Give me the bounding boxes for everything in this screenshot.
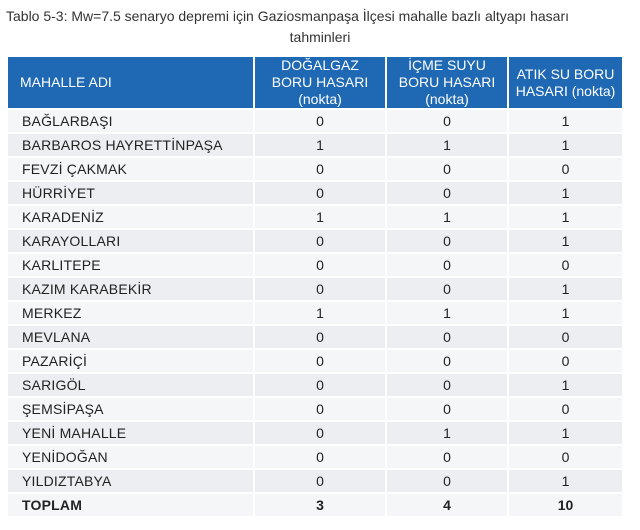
caption-line-1: Tablo 5-3: Mw=7.5 senaryo depremi için Gaziosmanpaşa İlçesi mahalle bazlı altyapı hasarı [6, 8, 570, 24]
cell-sewage-total: 10 [508, 493, 622, 516]
cell-gas: 0 [254, 181, 386, 205]
cell-sewage: 1 [508, 205, 622, 229]
caption-line-2: tahminleri [289, 29, 351, 45]
cell-water: 0 [386, 373, 508, 397]
cell-water: 0 [386, 253, 508, 277]
cell-water: 1 [386, 133, 508, 157]
cell-water-total: 4 [386, 493, 508, 516]
header-sewage-pipe-damage: ATIK SU BORU HASARI (nokta) [508, 57, 622, 109]
cell-sewage: 0 [508, 445, 622, 469]
cell-gas: 0 [254, 109, 386, 133]
cell-water: 1 [386, 205, 508, 229]
cell-gas: 0 [254, 253, 386, 277]
cell-sewage: 1 [508, 421, 622, 445]
cell-neighborhood: BARBAROS HAYRETTİNPAŞA [8, 133, 254, 157]
cell-gas: 0 [254, 469, 386, 493]
table-row [8, 445, 622, 469]
cell-neighborhood: MERKEZ [8, 301, 254, 325]
cell-gas: 1 [254, 205, 386, 229]
cell-water: 0 [386, 325, 508, 349]
table-row [8, 301, 622, 325]
cell-gas: 0 [254, 277, 386, 301]
table-row [8, 325, 622, 349]
cell-gas: 0 [254, 421, 386, 445]
table-row [8, 349, 622, 373]
cell-water: 0 [386, 229, 508, 253]
table-row [8, 229, 622, 253]
cell-gas: 0 [254, 229, 386, 253]
cell-neighborhood: PAZARİÇİ [8, 349, 254, 373]
cell-sewage: 1 [508, 277, 622, 301]
cell-neighborhood: MEVLANA [8, 325, 254, 349]
cell-gas: 1 [254, 133, 386, 157]
total-label: TOPLAM [8, 493, 254, 516]
cell-sewage: 0 [508, 253, 622, 277]
cell-water: 0 [386, 277, 508, 301]
cell-sewage: 1 [508, 133, 622, 157]
cell-neighborhood: FEVZİ ÇAKMAK [8, 157, 254, 181]
table-row [8, 109, 622, 133]
table-row [8, 397, 622, 421]
cell-gas-total: 3 [254, 493, 386, 516]
cell-sewage: 0 [508, 325, 622, 349]
cell-sewage: 0 [508, 157, 622, 181]
cell-gas: 0 [254, 157, 386, 181]
table-row [8, 469, 622, 493]
cell-neighborhood: KARAYOLLARI [8, 229, 254, 253]
cell-water: 1 [386, 421, 508, 445]
cell-water: 0 [386, 349, 508, 373]
cell-water: 0 [386, 181, 508, 205]
cell-gas: 0 [254, 325, 386, 349]
cell-neighborhood: KARLITEPE [8, 253, 254, 277]
cell-sewage: 1 [508, 229, 622, 253]
cell-neighborhood: YENİ MAHALLE [8, 421, 254, 445]
table-row [8, 277, 622, 301]
table-row [8, 205, 622, 229]
cell-gas: 0 [254, 445, 386, 469]
cell-sewage: 1 [508, 109, 622, 133]
header-water-pipe-damage: İÇME SUYU BORU HASARI (nokta) [386, 57, 508, 109]
cell-sewage: 1 [508, 373, 622, 397]
cell-sewage: 1 [508, 301, 622, 325]
table-row [8, 253, 622, 277]
table-row [8, 373, 622, 397]
cell-neighborhood: KAZIM KARABEKİR [8, 277, 254, 301]
cell-neighborhood: BAĞLARBAŞI [8, 109, 254, 133]
header-row [8, 57, 622, 109]
header-gas-pipe-damage: DOĞALGAZ BORU HASARI (nokta) [254, 57, 386, 109]
cell-neighborhood: YENİDOĞAN [8, 445, 254, 469]
cell-sewage: 1 [508, 181, 622, 205]
infrastructure-damage-table [8, 57, 622, 516]
table-row [8, 181, 622, 205]
cell-sewage: 0 [508, 349, 622, 373]
table-row [8, 133, 622, 157]
table-caption [6, 6, 634, 48]
table-body [8, 109, 622, 516]
cell-sewage: 0 [508, 397, 622, 421]
cell-water: 0 [386, 109, 508, 133]
cell-neighborhood: KARADENİZ [8, 205, 254, 229]
cell-gas: 0 [254, 349, 386, 373]
cell-water: 0 [386, 157, 508, 181]
total-row [8, 493, 622, 516]
cell-gas: 0 [254, 397, 386, 421]
cell-sewage: 1 [508, 469, 622, 493]
cell-water: 0 [386, 469, 508, 493]
cell-water: 0 [386, 445, 508, 469]
cell-neighborhood: HÜRRİYET [8, 181, 254, 205]
cell-neighborhood: ŞEMSİPAŞA [8, 397, 254, 421]
cell-neighborhood: YILDIZTABYA [8, 469, 254, 493]
cell-gas: 0 [254, 373, 386, 397]
cell-water: 1 [386, 301, 508, 325]
table-row [8, 157, 622, 181]
table-row [8, 421, 622, 445]
cell-neighborhood: SARIGÖL [8, 373, 254, 397]
cell-water: 0 [386, 397, 508, 421]
cell-gas: 1 [254, 301, 386, 325]
header-neighborhood: MAHALLE ADI [8, 57, 254, 109]
